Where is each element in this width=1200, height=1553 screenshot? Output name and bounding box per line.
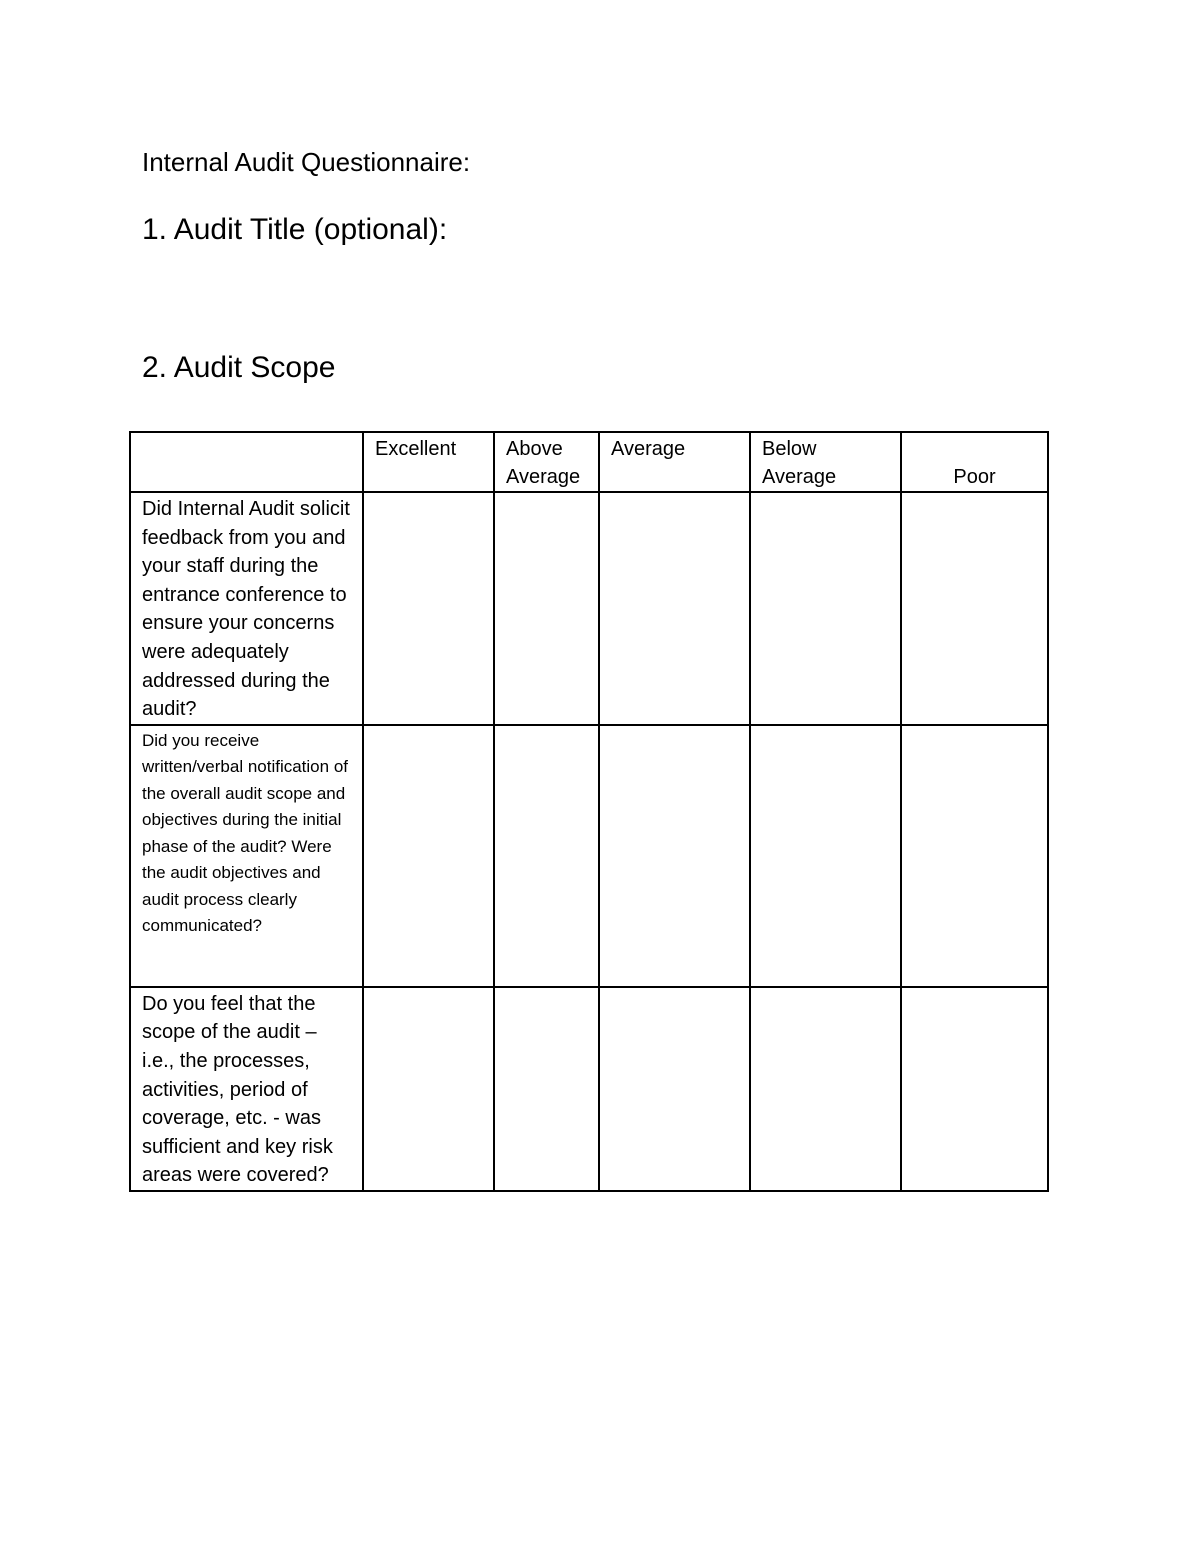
question-cell: Did you receive written/verbal notification of the overall audit scope and objectives during the initial phase of the audit? Were the audit objectives and audit process clearly communicated? [130, 725, 363, 987]
rating-cell-poor[interactable] [901, 987, 1048, 1191]
rating-cell-excellent[interactable] [363, 492, 494, 725]
question-cell: Did Internal Audit solicit feedback from you and your staff during the entrance conference to ensure your concerns were adequately addressed during the audit? [130, 492, 363, 725]
table-header-row [130, 432, 1048, 492]
header-above-average: Above Average [494, 432, 599, 492]
rating-cell-above-average[interactable] [494, 987, 599, 1191]
rating-cell-average[interactable] [599, 492, 750, 725]
header-below-average: Below Average [750, 432, 901, 492]
audit-scope-rating-table [129, 431, 1049, 1192]
rating-cell-below-average[interactable] [750, 987, 901, 1191]
header-average: Average [599, 432, 750, 492]
page-title: Internal Audit Questionnaire: [142, 147, 471, 177]
question-cell: Do you feel that the scope of the audit – i.e., the processes, activities, period of coverage, etc. - was sufficient and key risk areas were covered? [130, 987, 363, 1191]
table-row [130, 725, 1048, 987]
rating-cell-average[interactable] [599, 725, 750, 987]
rating-cell-excellent[interactable] [363, 725, 494, 987]
rating-cell-poor[interactable] [901, 492, 1048, 725]
table-row [130, 987, 1048, 1191]
rating-cell-below-average[interactable] [750, 725, 901, 987]
header-poor: Poor [901, 432, 1048, 492]
rating-cell-poor[interactable] [901, 725, 1048, 987]
header-cell-empty [130, 432, 363, 492]
rating-cell-average[interactable] [599, 987, 750, 1191]
table-row [130, 492, 1048, 725]
section-heading-audit-scope: 2. Audit Scope [142, 351, 336, 384]
rating-cell-excellent[interactable] [363, 987, 494, 1191]
section-heading-audit-title: 1. Audit Title (optional): [142, 213, 448, 246]
rating-cell-above-average[interactable] [494, 725, 599, 987]
rating-cell-above-average[interactable] [494, 492, 599, 725]
header-excellent: Excellent [363, 432, 494, 492]
rating-cell-below-average[interactable] [750, 492, 901, 725]
